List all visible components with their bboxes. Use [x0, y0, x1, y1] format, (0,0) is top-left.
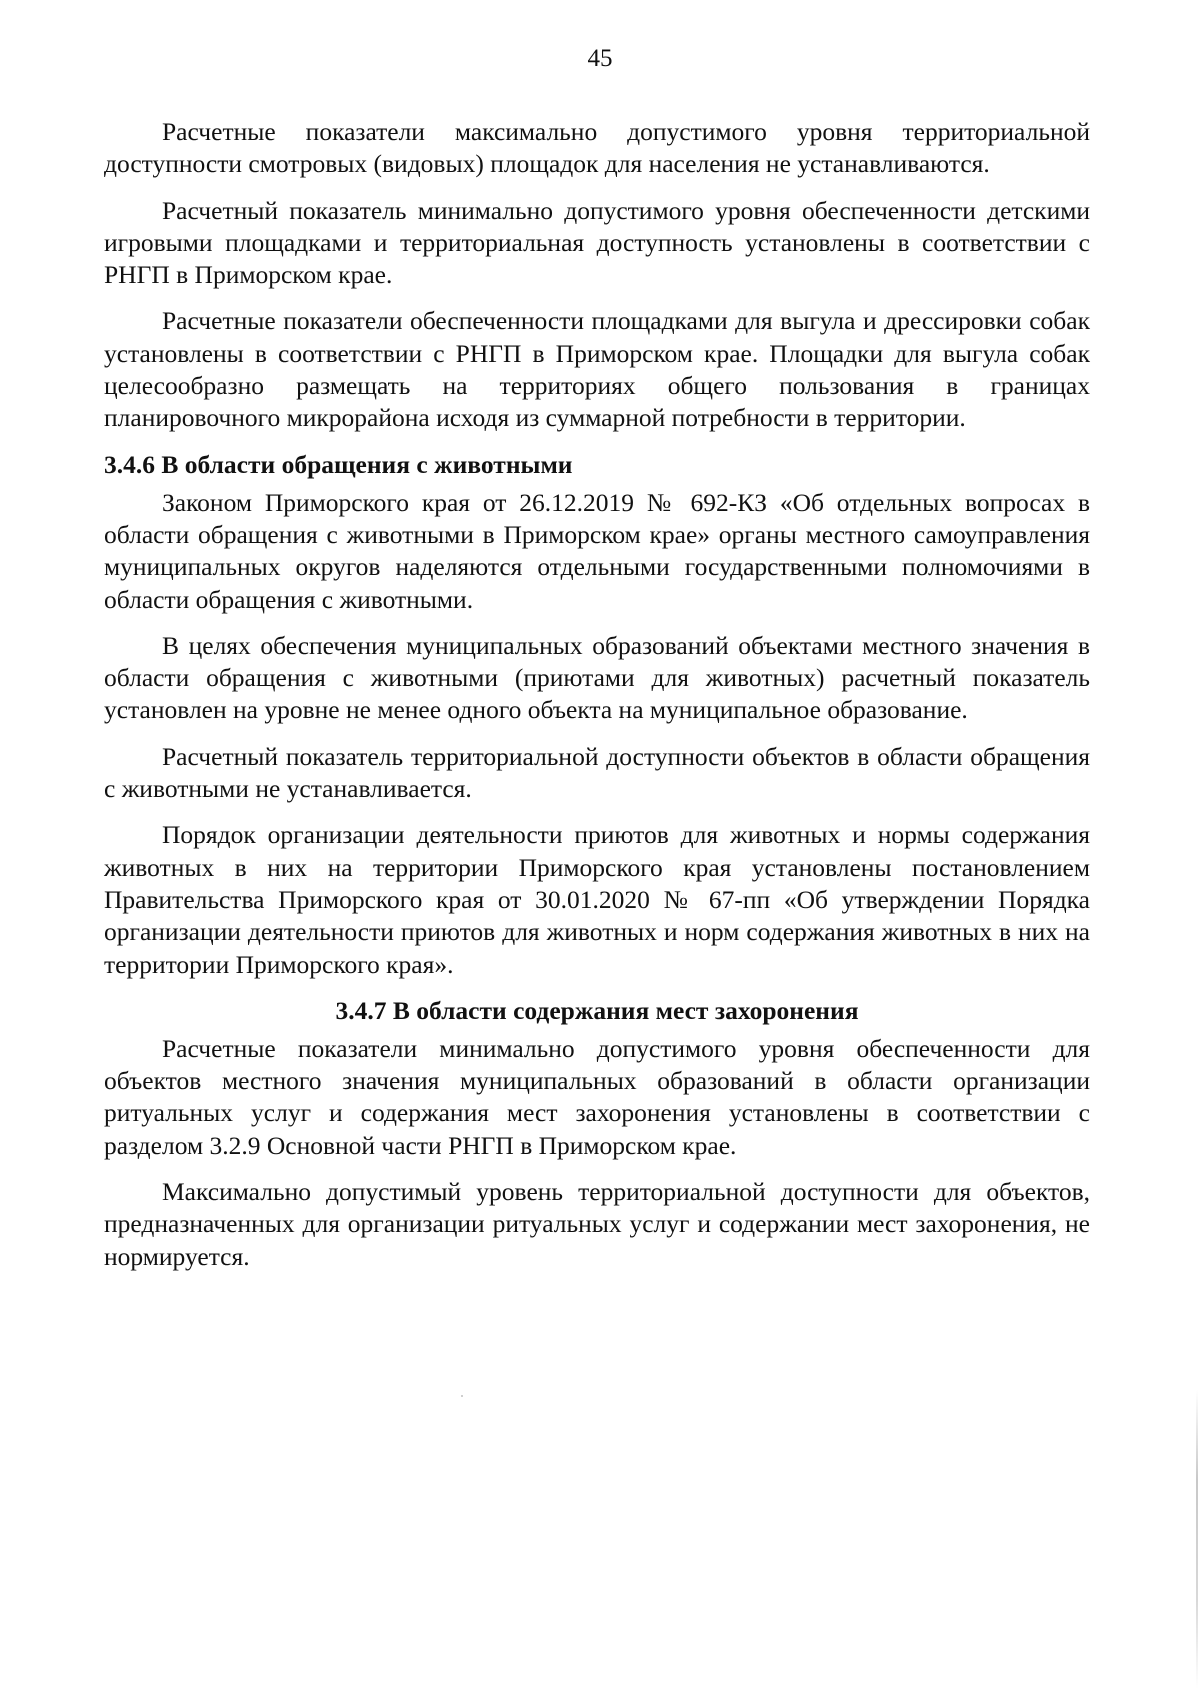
paragraph-burial-accessibility: Максимально допустимый уровень территориальной доступности для объектов, предназначенных для организации ритуальных услуг и содержании мест захоронения, не нормируется. [104, 1177, 1090, 1271]
paragraph-dog-areas: Расчетные показатели обеспеченности площадками для выгула и дрессировки собак установлены в соответствии с РНГП в Приморском крае. Площадки для выгула собак целесообразно размещать на территориях общего пользования в границах планировочного микрорайона исходя из суммарной потребности в территории. [104, 306, 1090, 433]
paragraph-viewing-platforms: Расчетные показатели максимально допустимого уровня территориальной доступности смотровых (видовых) площадок для населения не устанавливаются. [104, 117, 1090, 179]
document-body [104, 116, 1090, 1287]
paragraph-animals-accessibility: Расчетный показатель территориальной доступности объектов в области обращения с животными не устанавливается. [104, 741, 1090, 804]
paragraph-animal-shelters: В целях обеспечения муниципальных образований объектами местного значения в области обращения с животными (приютами для животных) расчетный показатель установлен на уровне не менее одного объекта на муниципальное образование. [104, 630, 1090, 725]
section-heading-animals: 3.4.6 В области обращения с животными [104, 449, 573, 479]
page-number: 45 [587, 45, 613, 72]
paragraph-shelter-rules: Порядок организации деятельности приютов для животных и нормы содержания животных в них на территории Приморского края установлены постановлением Правительства Приморского края от 30.01.2020 № 67-пп «Об утверждении Порядка организации деятельности приютов для животных и норм содержания животных в них на территории Приморского края». [104, 820, 1090, 979]
paragraph-playgrounds: Расчетный показатель минимально допустимого уровня обеспеченности детскими игровыми площадками и территориальная доступность установлены в соответствии с РНГП в Приморском крае. [104, 195, 1090, 290]
scan-edge-mark [1196, 1390, 1198, 1689]
paragraph-animals-law: Законом Приморского края от 26.12.2019 № 692-КЗ «Об отдельных вопросах в области обращения с животными в Приморском крае» органы местного самоуправления муниципальных округов наделяются отдельными государственными полномочиями в области обращения с животными. [104, 487, 1090, 614]
scan-speck [461, 1395, 463, 1397]
section-heading-burial-places: 3.4.7 В области содержания мест захоронения [335, 995, 859, 1025]
paragraph-burial-provision: Расчетные показатели минимально допустимого уровня обеспеченности для объектов местного значения муниципальных образований в области организации ритуальных услуг и содержания мест захоронения установлены в соответствии с разделом 3.2.9 Основной части РНГП в Приморском крае. [104, 1033, 1090, 1160]
